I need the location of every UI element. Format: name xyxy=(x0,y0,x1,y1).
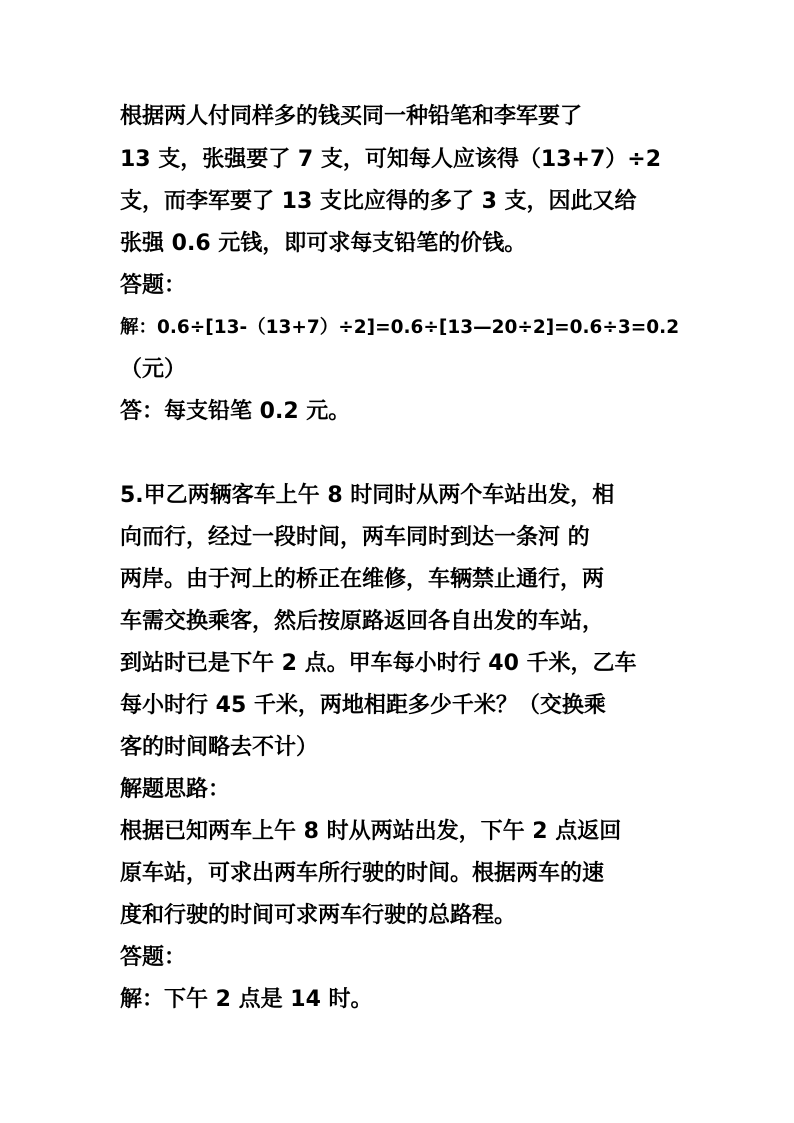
text-line: 根据两人付同样多的钱买同一种铅笔和李军要了 xyxy=(120,104,583,129)
solution-equation: 解：0.6÷[13-（13+7）÷2]=0.6÷[13—20÷2]=0.6÷3=0.2 xyxy=(120,317,680,338)
text-line: 原车站，可求出两车所行驶的时间。根据两车的速 xyxy=(120,861,605,886)
section-label-answer: 答题： xyxy=(120,273,187,298)
solution-line: 解：下午 2 点是 14 时。 xyxy=(120,987,373,1012)
text-line: 每小时行 45 千米，两地相距多少千米？（交换乘 xyxy=(120,693,606,718)
text-line: 两岸。由于河上的桥正在维修，车辆禁止通行，两 xyxy=(120,567,605,592)
text-line: 13 支，张强要了 7 支，可知每人应该得（13+7）÷2 xyxy=(120,147,661,172)
text-line: 支，而李军要了 13 支比应得的多了 3 支，因此又给 xyxy=(120,189,637,214)
section-label-answer: 答题： xyxy=(120,945,187,970)
text-line: 车需交换乘客，然后按原路返回各自出发的车站， xyxy=(120,609,605,634)
problem-heading: 5.甲乙两辆客车上午 8 时同时从两个车站出发，相 xyxy=(120,483,615,508)
text-line: 到站时已是下午 2 点。甲车每小时行 40 千米，乙车 xyxy=(120,651,637,676)
text-line: 客的时间略去不计） xyxy=(120,735,319,760)
text-line: 根据已知两车上午 8 时从两站出发，下午 2 点返回 xyxy=(120,819,622,844)
answer-line: 答：每支铅笔 0.2 元。 xyxy=(120,399,351,424)
text-line: （元） xyxy=(120,357,187,382)
text-line: 张强 0.6 元钱，即可求每支铅笔的价钱。 xyxy=(120,231,527,256)
text-line: 向而行，经过一段时间，两车同时到达一条河 的 xyxy=(120,525,590,550)
section-label-approach: 解题思路： xyxy=(120,777,231,802)
text-line: 度和行驶的时间可求两车行驶的总路程。 xyxy=(120,903,517,928)
